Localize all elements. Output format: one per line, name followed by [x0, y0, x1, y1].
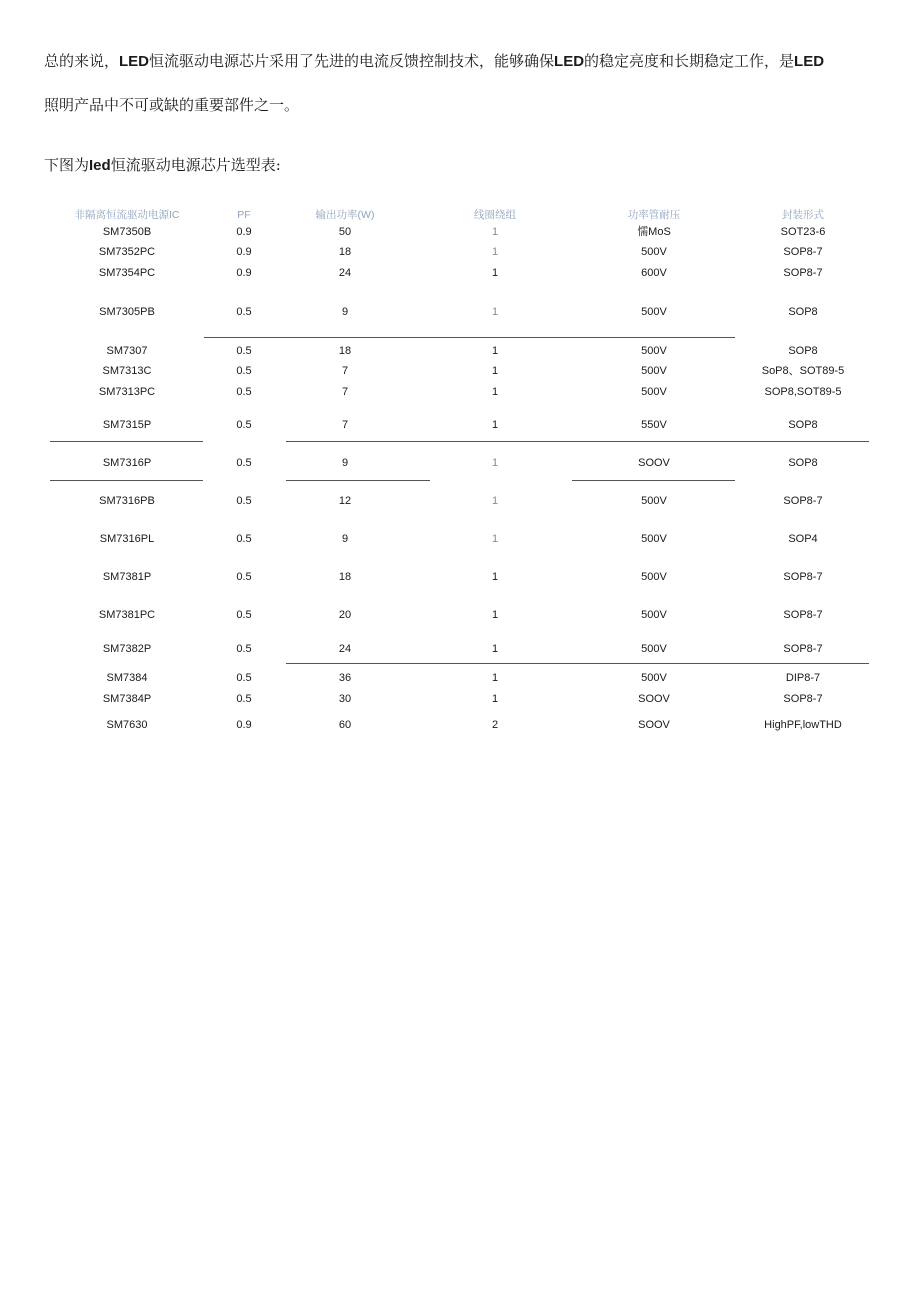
voltage-cell: 500V — [641, 672, 667, 684]
ic-cell: SM7382P — [102, 643, 152, 655]
winding-cell: 1 — [491, 457, 499, 469]
power-cell: 30 — [338, 693, 352, 705]
power-cell: 7 — [341, 419, 349, 431]
table-rule — [50, 480, 203, 481]
pf-cell: 0.5 — [236, 533, 252, 545]
table-header: PF — [237, 209, 251, 221]
pf-cell: 0.9 — [236, 246, 252, 258]
voltage-cell: SOOV — [638, 457, 670, 469]
table-header: 线圈绕组 — [474, 209, 516, 221]
power-cell: 24 — [338, 643, 352, 655]
package-cell: SOP8 — [788, 306, 818, 318]
intro-paragraph-line-2: 照明产品中不可或缺的重要部件之一。 — [44, 96, 300, 114]
power-cell: 18 — [338, 246, 352, 258]
ic-cell: SM7315P — [102, 419, 152, 431]
voltage-cell: 懦MoS — [637, 226, 671, 238]
power-cell: 7 — [341, 386, 349, 398]
caption-text: 恒流驱动电源芯片选型表: — [110, 156, 281, 174]
voltage-cell: 500V — [641, 495, 667, 507]
power-cell: 50 — [338, 226, 352, 238]
voltage-cell: 500V — [641, 365, 667, 377]
ic-cell: SM7381P — [102, 571, 152, 583]
ic-cell: SM7305PB — [99, 306, 155, 318]
table-rule — [572, 480, 735, 481]
package-cell: SOT23-6 — [780, 226, 826, 238]
ic-cell: SM7313C — [102, 365, 152, 377]
voltage-cell: 500V — [641, 571, 667, 583]
pf-cell: 0.9 — [236, 226, 252, 238]
package-cell: SOP8-7 — [783, 571, 823, 583]
voltage-cell: 500V — [641, 533, 667, 545]
pf-cell: 0.5 — [236, 419, 252, 431]
voltage-cell: SOOV — [638, 693, 670, 705]
table-header: 功率管耐压 — [627, 209, 681, 221]
power-cell: 18 — [338, 345, 352, 357]
pf-cell: 0.5 — [236, 365, 252, 377]
caption-text: 下图为 — [44, 156, 90, 174]
power-cell: 36 — [338, 672, 352, 684]
voltage-cell: 600V — [641, 267, 667, 279]
winding-cell: 1 — [491, 495, 499, 507]
ic-cell: SM7316PL — [99, 533, 155, 545]
package-cell: SOP8 — [788, 345, 818, 357]
table-header: 封装形式 — [782, 209, 824, 221]
pf-cell: 0.9 — [236, 719, 252, 731]
table-rule — [286, 480, 430, 481]
ic-cell: SM7350B — [102, 226, 152, 238]
pf-cell: 0.5 — [236, 306, 252, 318]
led-term: LED — [794, 53, 825, 70]
table-rule — [286, 663, 869, 664]
package-cell: SOP8 — [788, 457, 818, 469]
pf-cell: 0.5 — [236, 643, 252, 655]
table-rule — [204, 337, 735, 338]
table-rule — [50, 441, 203, 442]
power-cell: 9 — [341, 457, 349, 469]
pf-cell: 0.5 — [236, 386, 252, 398]
package-cell: SOP4 — [788, 533, 818, 545]
led-term: LED — [554, 53, 585, 70]
package-cell: SOP8-7 — [783, 267, 823, 279]
table-header: 非隔离恒流驱动电源IC — [74, 209, 180, 221]
pf-cell: 0.5 — [236, 609, 252, 621]
power-cell: 9 — [341, 533, 349, 545]
power-cell: 60 — [338, 719, 352, 731]
pf-cell: 0.9 — [236, 267, 252, 279]
voltage-cell: 500V — [641, 246, 667, 258]
package-cell: SOP8 — [788, 419, 818, 431]
package-cell: SOP8-7 — [783, 609, 823, 621]
winding-cell: 1 — [491, 386, 499, 398]
pf-cell: 0.5 — [236, 571, 252, 583]
winding-cell: 1 — [491, 419, 499, 431]
power-cell: 12 — [338, 495, 352, 507]
winding-cell: 1 — [491, 345, 499, 357]
ic-cell: SM7384 — [106, 672, 148, 684]
intro-text: 总的来说， — [44, 52, 120, 70]
power-cell: 20 — [338, 609, 352, 621]
ic-cell: SM7316P — [102, 457, 152, 469]
ic-cell: SM7384P — [102, 693, 152, 705]
pf-cell: 0.5 — [236, 672, 252, 684]
pf-cell: 0.5 — [236, 495, 252, 507]
pf-cell: 0.5 — [236, 345, 252, 357]
winding-cell: 1 — [491, 365, 499, 377]
ic-cell: SM7316PB — [99, 495, 155, 507]
package-cell: SOP8-7 — [783, 643, 823, 655]
package-cell: SoP8、SOT89-5 — [761, 365, 845, 377]
winding-cell: 1 — [491, 571, 499, 583]
ic-cell: SM7630 — [106, 719, 148, 731]
led-term: LED — [119, 53, 150, 70]
voltage-cell: 500V — [641, 609, 667, 621]
package-cell: SOP8-7 — [783, 495, 823, 507]
table-rule — [286, 441, 869, 442]
power-cell: 7 — [341, 365, 349, 377]
intro-text: 的稳定亮度和长期稳定工作，是 — [584, 52, 795, 70]
voltage-cell: 500V — [641, 306, 667, 318]
voltage-cell: 550V — [641, 419, 667, 431]
ic-cell: SM7381PC — [98, 609, 156, 621]
voltage-cell: 500V — [641, 386, 667, 398]
power-cell: 24 — [338, 267, 352, 279]
winding-cell: 1 — [491, 267, 499, 279]
winding-cell: 1 — [491, 693, 499, 705]
power-cell: 9 — [341, 306, 349, 318]
winding-cell: 1 — [491, 226, 499, 238]
voltage-cell: 500V — [641, 643, 667, 655]
voltage-cell: SOOV — [638, 719, 670, 731]
package-cell: HighPF,lowTHD — [764, 719, 842, 731]
ic-cell: SM7354PC — [98, 267, 156, 279]
package-cell: SOP8-7 — [783, 246, 823, 258]
winding-cell: 2 — [491, 719, 499, 731]
ic-cell: SM7352PC — [98, 246, 156, 258]
intro-text: 恒流驱动电源芯片采用了先进的电流反馈控制技术，能够确保 — [149, 52, 555, 70]
power-cell: 18 — [338, 571, 352, 583]
winding-cell: 1 — [491, 306, 499, 318]
pf-cell: 0.5 — [236, 693, 252, 705]
led-term: Ied — [89, 157, 111, 174]
winding-cell: 1 — [491, 246, 499, 258]
ic-cell: SM7313PC — [98, 386, 156, 398]
package-cell: SOP8-7 — [783, 693, 823, 705]
ic-cell: SM7307 — [106, 345, 148, 357]
package-cell: SOP8,SOT89-5 — [764, 386, 842, 398]
table-header: 输出功率(W) — [315, 209, 375, 221]
winding-cell: 1 — [491, 643, 499, 655]
pf-cell: 0.5 — [236, 457, 252, 469]
package-cell: DIP8-7 — [785, 672, 821, 684]
voltage-cell: 500V — [641, 345, 667, 357]
winding-cell: 1 — [491, 672, 499, 684]
winding-cell: 1 — [491, 533, 499, 545]
winding-cell: 1 — [491, 609, 499, 621]
